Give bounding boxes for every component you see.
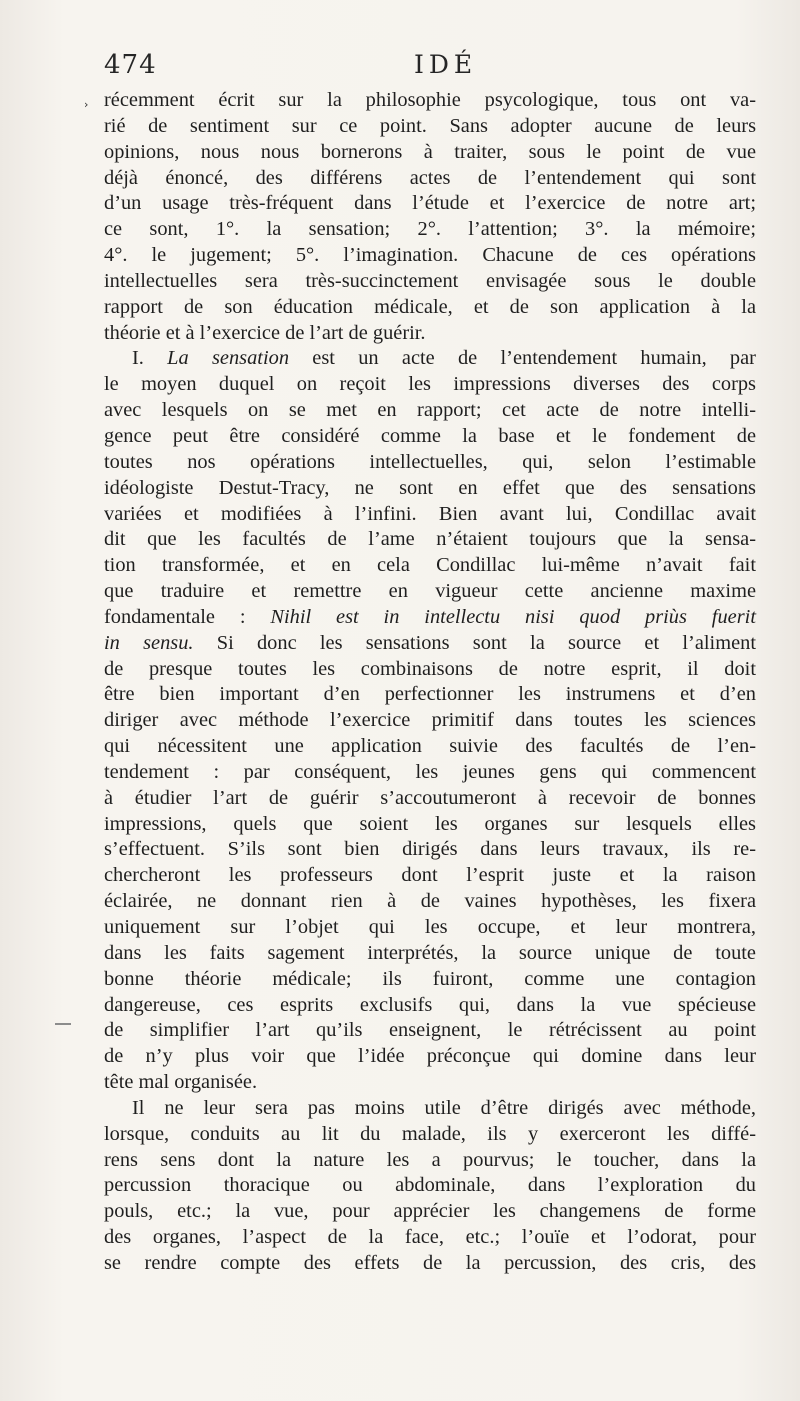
text-line: pouls, etc.; la vue, pour apprécier les changemens de forme xyxy=(104,1200,756,1223)
page-number: 474 xyxy=(104,50,157,80)
latin-maxim-end: in sensu. xyxy=(104,631,194,654)
text-line: être bien important d’en perfectionner les instrumens et d’en xyxy=(104,683,756,706)
text-line: dans les faits sagement interprétés, la source unique de toute xyxy=(104,941,756,964)
text-line: qui nécessitent une application suivie des facultés de l’en- xyxy=(104,735,756,758)
section-numeral: I. xyxy=(132,347,144,370)
margin-arrow-icon: › xyxy=(84,98,89,111)
text-line: de n’y plus voir que l’idée préconçue qui domine dans leur xyxy=(104,1045,756,1068)
text-line-fragment: Si donc les sensations sont la source et l’aliment xyxy=(216,631,756,654)
text-line: diriger avec méthode l’exercice primitif dans toutes les sciences xyxy=(104,709,756,732)
page-header xyxy=(0,50,800,90)
section-term: La sensation xyxy=(167,347,290,370)
text-line: 4°. le jugement; 5°. l’imagination. Chacune de ces opérations xyxy=(104,244,756,267)
running-head: IDÉ xyxy=(414,50,478,79)
text-line: rapport de son éducation médicale, et de son application à la xyxy=(104,295,756,318)
text-line: de presque toutes les combinaisons de notre esprit, il doit xyxy=(104,657,756,680)
text-line-fragment: est un acte de l’entendement humain, par xyxy=(312,347,756,370)
text-line: de simplifier l’art qu’ils enseignent, le rétrécissent au point xyxy=(104,1019,756,1042)
text-line: des organes, l’aspect de la face, etc.; l’ouïe et l’odorat, pour xyxy=(104,1226,756,1249)
text-line: théorie et à l’exercice de l’art de guérir. xyxy=(104,321,426,344)
text-line: dangereuse, ces esprits exclusifs qui, dans la vue spécieuse xyxy=(104,993,756,1016)
text-line: récemment écrit sur la philosophie psycologique, tous ont va- xyxy=(104,89,756,111)
text-line: éclairée, ne donnant rien à de vaines hypothèses, les fixera xyxy=(104,890,756,913)
section-first-line xyxy=(104,346,756,372)
text-line: impressions, quels que soient les organes sur lesquels elles xyxy=(104,812,756,835)
text-line: avec lesquels on se met en rapport; cet acte de notre intelli- xyxy=(104,399,756,422)
margin-dash xyxy=(55,1023,71,1025)
text-line: se rendre compte des effets de la percussion, des cris, des xyxy=(104,1251,756,1274)
text-line: d’un usage très-fréquent dans l’étude et l’exercice de notre art; xyxy=(104,192,756,215)
text-line: ce sont, 1°. la sensation; 2°. l’attention; 3°. la mémoire; xyxy=(104,218,756,241)
text-line: intellectuelles sera très-succinctement envisagée sous le double xyxy=(104,269,756,292)
text-line: que traduire et remettre en vigueur cette ancienne maxime xyxy=(104,580,756,603)
text-line: tion transformée, et en cela Condillac lui-même n’avait fait xyxy=(104,554,756,577)
text-line: uniquement sur l’objet qui les occupe, et leur montrera, xyxy=(104,916,756,938)
text-line: idéologiste Destut-Tracy, ne sont en effet que des sensations xyxy=(104,476,756,499)
text-line-fragment: fondamentale : xyxy=(104,605,246,628)
text-line: tendement : par conséquent, les jeunes gens qui commencent xyxy=(104,760,756,783)
text-line: bonne théorie médicale; ils fuiront, comme une contagion xyxy=(104,967,756,990)
text-line: opinions, nous nous bornerons à traiter, sous le point de vue xyxy=(104,140,756,163)
latin-maxim: Nihil est in intellectu nisi quod priùs fuerit xyxy=(270,605,756,628)
text-line: le moyen duquel on reçoit les impressions diverses des corps xyxy=(104,373,756,396)
text-line: toutes nos opérations intellectuelles, qui, selon l’estimable xyxy=(104,450,756,473)
maxim-line-2 xyxy=(104,631,756,657)
text-line: chercheront les professeurs dont l’esprit juste et la raison xyxy=(104,864,756,887)
maxim-line xyxy=(104,605,756,631)
body-text xyxy=(104,88,764,1277)
text-line: variées et modifiées à l’infini. Bien avant lui, Condillac avait xyxy=(104,502,756,525)
text-line: percussion thoracique ou abdominale, dans l’exploration du xyxy=(104,1174,756,1197)
text-line: dit que les facultés de l’ame n’étaient toujours que la sensa- xyxy=(104,528,756,551)
text-line: s’effectuent. S’ils sont bien dirigés dans leurs travaux, ils re- xyxy=(104,838,756,861)
text-line: rens sens dont la nature les a pourvus; le toucher, dans la xyxy=(104,1148,756,1171)
text-line: déjà énoncé, des différens actes de l’entendement qui sont xyxy=(104,166,756,189)
paragraph-first-line: Il ne leur sera pas moins utile d’être dirigés avec méthode, xyxy=(132,1096,756,1119)
text-line: à étudier l’art de guérir s’accoutumeront à recevoir de bonnes xyxy=(104,786,756,809)
text-line: rié de sentiment sur ce point. Sans adopter aucune de leurs xyxy=(104,114,756,137)
text-line: gence peut être considéré comme la base et le fondement de xyxy=(104,424,756,447)
text-line: lorsque, conduits au lit du malade, ils y exerceront les diffé- xyxy=(104,1122,756,1145)
text-line: tête mal organisée. xyxy=(104,1071,258,1094)
